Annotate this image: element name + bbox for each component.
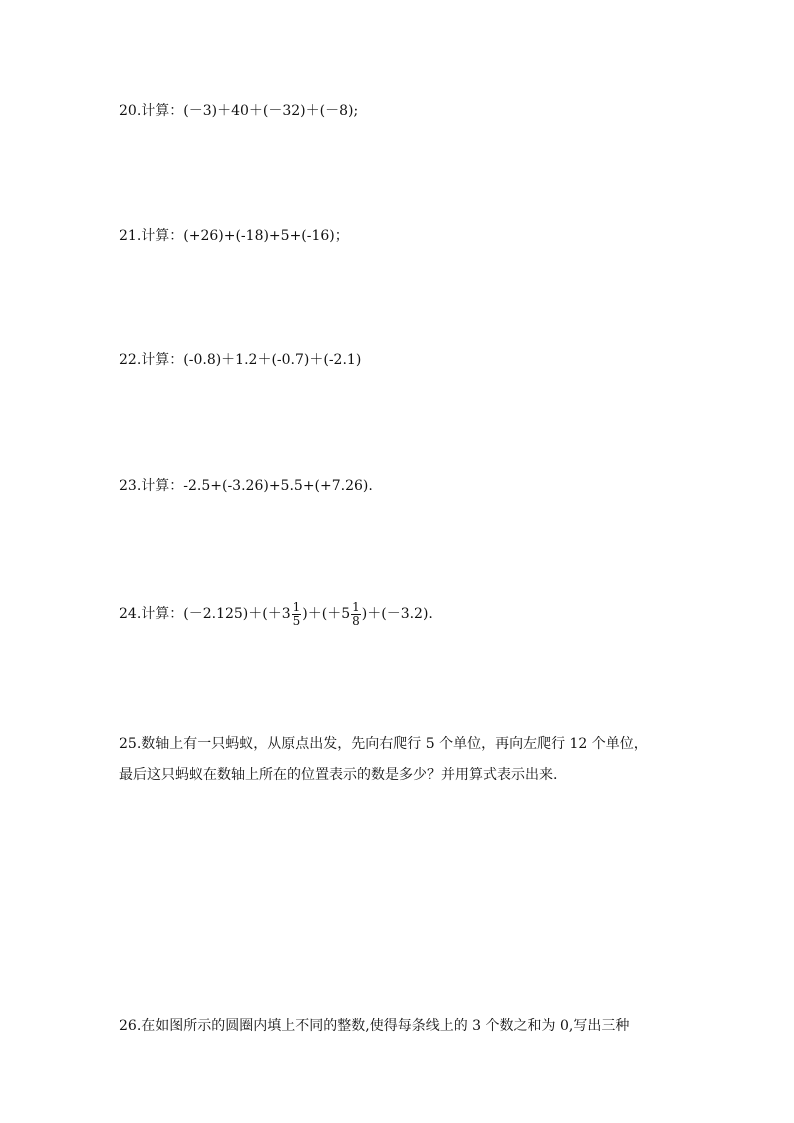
question-label: 计算： xyxy=(141,228,184,244)
question-expression: -2.5+(-3.26)+5.5+(+7.26). xyxy=(183,478,373,494)
question-26 xyxy=(119,1016,629,1036)
question-23 xyxy=(119,476,373,496)
question-number: 23. xyxy=(119,478,142,494)
question-expression-part: (－2.125)＋(＋3 xyxy=(183,606,291,622)
question-22 xyxy=(119,350,361,370)
question-line-1 xyxy=(119,729,699,760)
fraction-denominator: 5 xyxy=(292,613,301,628)
question-number: 20. xyxy=(119,103,142,119)
question-number: 24. xyxy=(119,606,142,622)
question-label: 计算： xyxy=(141,352,184,368)
fraction-numerator: 1 xyxy=(292,599,301,614)
question-text: 在如图所示的圆圈内填上不同的整数,使得每条线上的 3 个数之和为 0,写出三种 xyxy=(141,1018,630,1034)
fraction-one-fifth xyxy=(292,601,302,628)
question-number: 26. xyxy=(119,1018,142,1034)
question-label: 计算： xyxy=(141,103,184,119)
fraction-denominator: 8 xyxy=(352,613,360,628)
question-21 xyxy=(119,226,349,246)
question-line-2: 最后这只蚂蚁在数轴上所在的位置表示的数是多少？并用算式表示出来. xyxy=(119,767,558,783)
question-expression-part: )＋(－3.2). xyxy=(361,606,433,622)
question-expression: (－3)＋40＋(－32)＋(－8); xyxy=(183,103,359,119)
fraction-numerator: 1 xyxy=(352,599,360,614)
fraction-one-eighth xyxy=(351,601,361,628)
question-number: 21. xyxy=(119,228,142,244)
question-expression: (+26)+(-18)+5+(-16)； xyxy=(183,228,349,244)
question-expression: (-0.8)＋1.2＋(-0.7)＋(-2.1) xyxy=(183,352,362,368)
question-label: 计算： xyxy=(141,478,184,494)
question-number: 22. xyxy=(119,352,142,368)
question-text: 数轴上有一只蚂蚁，从原点出发，先向右爬行 5 个单位，再向左爬行 12 个单位， xyxy=(141,736,648,752)
question-25 xyxy=(119,729,699,791)
question-label: 计算： xyxy=(141,606,184,622)
question-24 xyxy=(119,597,433,631)
question-20 xyxy=(119,101,358,121)
question-expression-part: )＋(＋5 xyxy=(302,606,351,622)
question-number: 25. xyxy=(119,736,142,752)
